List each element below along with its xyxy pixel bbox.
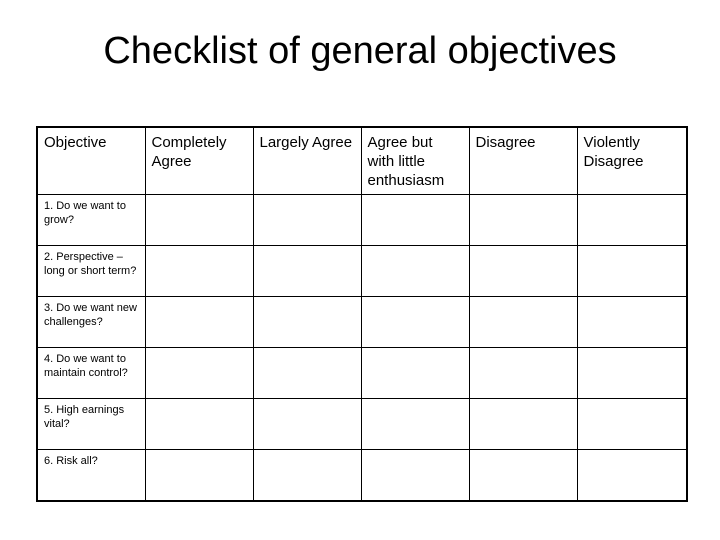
header-largely-agree: Largely Agree bbox=[253, 127, 361, 195]
rating-cell[interactable] bbox=[361, 246, 469, 297]
header-completely-agree: Completely Agree bbox=[145, 127, 253, 195]
rating-cell[interactable] bbox=[145, 348, 253, 399]
rating-cell[interactable] bbox=[253, 246, 361, 297]
rating-cell[interactable] bbox=[469, 246, 577, 297]
objective-label: 4. Do we want to maintain control? bbox=[37, 348, 145, 399]
rating-cell[interactable] bbox=[469, 399, 577, 450]
rating-cell[interactable] bbox=[253, 297, 361, 348]
table-row bbox=[37, 399, 687, 450]
header-agree-little-enthusiasm: Agree but with little enthusiasm bbox=[361, 127, 469, 195]
rating-cell[interactable] bbox=[145, 246, 253, 297]
rating-cell[interactable] bbox=[469, 297, 577, 348]
rating-cell[interactable] bbox=[145, 195, 253, 246]
objective-label: 3. Do we want new challenges? bbox=[37, 297, 145, 348]
header-violently-disagree: Violently Disagree bbox=[577, 127, 687, 195]
rating-cell[interactable] bbox=[253, 195, 361, 246]
rating-cell[interactable] bbox=[577, 297, 687, 348]
objective-label: 6. Risk all? bbox=[37, 450, 145, 501]
rating-cell[interactable] bbox=[577, 348, 687, 399]
rating-cell[interactable] bbox=[469, 195, 577, 246]
rating-cell[interactable] bbox=[577, 399, 687, 450]
objective-label: 5. High earnings vital? bbox=[37, 399, 145, 450]
rating-cell[interactable] bbox=[145, 450, 253, 501]
rating-cell[interactable] bbox=[361, 195, 469, 246]
rating-cell[interactable] bbox=[253, 399, 361, 450]
rating-cell[interactable] bbox=[145, 399, 253, 450]
table-row bbox=[37, 297, 687, 348]
rating-cell[interactable] bbox=[145, 297, 253, 348]
rating-cell[interactable] bbox=[361, 297, 469, 348]
rating-cell[interactable] bbox=[577, 450, 687, 501]
rating-cell[interactable] bbox=[469, 348, 577, 399]
header-row bbox=[37, 127, 687, 195]
objectives-checklist-table bbox=[36, 126, 688, 502]
table-row bbox=[37, 246, 687, 297]
table-row bbox=[37, 450, 687, 501]
header-objective: Objective bbox=[37, 127, 145, 195]
rating-cell[interactable] bbox=[361, 348, 469, 399]
rating-cell[interactable] bbox=[577, 246, 687, 297]
header-disagree: Disagree bbox=[469, 127, 577, 195]
objective-label: 2. Perspective – long or short term? bbox=[37, 246, 145, 297]
rating-cell[interactable] bbox=[361, 450, 469, 501]
rating-cell[interactable] bbox=[361, 399, 469, 450]
rating-cell[interactable] bbox=[469, 450, 577, 501]
rating-cell[interactable] bbox=[253, 348, 361, 399]
slide-title: Checklist of general objectives bbox=[103, 30, 617, 72]
rating-cell[interactable] bbox=[577, 195, 687, 246]
table-row bbox=[37, 348, 687, 399]
rating-cell[interactable] bbox=[253, 450, 361, 501]
table-row bbox=[37, 195, 687, 246]
objective-label: 1. Do we want to grow? bbox=[37, 195, 145, 246]
